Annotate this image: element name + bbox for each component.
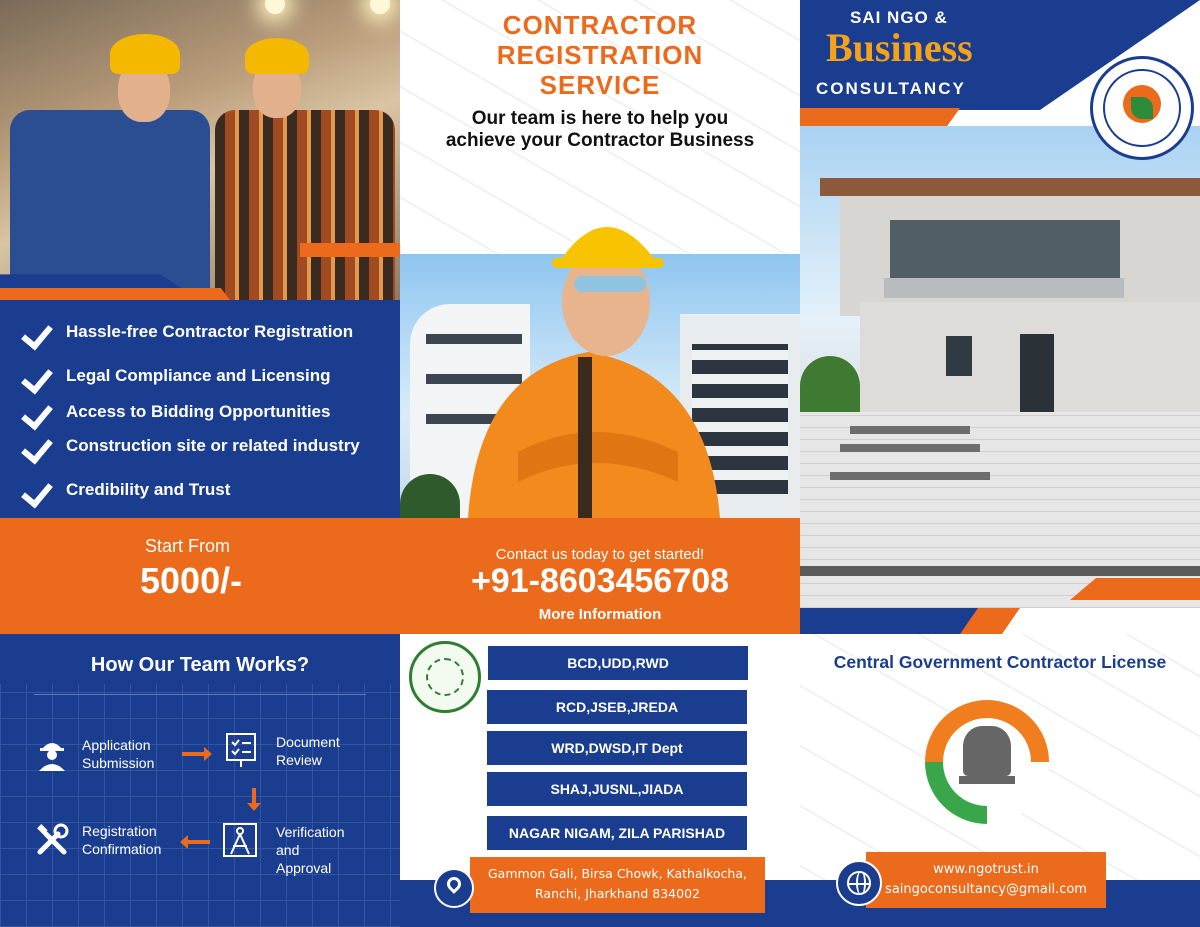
check-icon xyxy=(22,318,56,346)
department-badge: NAGAR NIGAM, ZILA PARISHAD xyxy=(487,816,747,850)
web-contact-box xyxy=(866,852,1106,908)
website-link[interactable]: www.ngotrust.in xyxy=(933,862,1039,877)
worker-figure xyxy=(205,40,400,300)
feature-item xyxy=(22,476,230,504)
jharkhand-seal-icon xyxy=(409,641,481,713)
process-panel xyxy=(0,634,400,927)
brand-name-line1: SAI NGO & xyxy=(850,8,948,27)
divider xyxy=(34,694,366,695)
address-line: Gammon Gali, Birsa Chowk, Kathalkocha, xyxy=(488,866,747,881)
department-badge: SHAJ,JUSNL,JIADA xyxy=(487,772,747,806)
address-line: Ranchi, Jharkhand 834002 xyxy=(535,886,700,901)
feature-label: Legal Compliance and Licensing xyxy=(66,366,331,385)
department-badge: BCD,UDD,RWD xyxy=(488,646,748,680)
globe-icon xyxy=(836,860,882,906)
feature-label: Access to Bidding Opportunities xyxy=(66,402,331,421)
phone-number[interactable]: +91-8603456708 xyxy=(470,562,730,600)
engineer-figure xyxy=(458,182,730,518)
step-label: Document Review xyxy=(276,734,340,768)
location-pin-icon xyxy=(434,868,474,908)
brand-name-line2: Business xyxy=(826,25,973,70)
feature-label: Hassle-free Contractor Registration xyxy=(66,322,354,341)
worker-figure xyxy=(0,30,230,300)
arrow-right-icon xyxy=(182,752,206,756)
email-link[interactable]: saingoconsultancy@gmail.com xyxy=(885,882,1087,897)
feature-label: Credibility and Trust xyxy=(66,480,231,499)
check-icon xyxy=(22,476,56,504)
license-title: Central Government Contractor License xyxy=(833,652,1167,672)
step-label: Application Submission xyxy=(82,737,155,771)
document-review-icon xyxy=(224,732,260,768)
brand-orange-accent xyxy=(800,108,960,126)
compass-icon xyxy=(222,822,258,858)
arrow-left-icon xyxy=(186,840,210,844)
step-label: Registration Confirmation xyxy=(82,823,162,857)
feature-item xyxy=(22,432,360,460)
tools-icon xyxy=(34,822,70,858)
check-icon xyxy=(22,432,56,460)
arrow-down-icon xyxy=(252,788,256,804)
worker-icon xyxy=(34,735,70,771)
department-badge: RCD,JSEB,JREDA xyxy=(487,690,747,724)
service-subtitle: Our team is here to help you achieve your Contractor Business xyxy=(445,108,755,151)
left-orange-accent xyxy=(0,288,230,300)
blueprint-pattern xyxy=(0,684,400,927)
address-box xyxy=(470,857,765,913)
process-title: How Our Team Works? xyxy=(90,654,310,676)
feature-item xyxy=(22,318,353,346)
check-icon xyxy=(22,362,56,390)
more-info-link[interactable]: More Information xyxy=(538,606,662,623)
feature-item xyxy=(22,362,331,390)
brand-name-line3: CONSULTANCY xyxy=(816,79,966,98)
step-label: Verification and Approval xyxy=(276,824,345,876)
check-icon xyxy=(22,398,56,426)
left-orange-accent xyxy=(300,243,400,257)
house-photo xyxy=(800,126,1200,608)
sai-ngo-logo xyxy=(1090,56,1194,160)
service-title: CONTRACTOR REGISTRATION SERVICE xyxy=(496,10,704,100)
contact-lead: Contact us today to get started! xyxy=(495,546,705,563)
start-from-label: Start From xyxy=(145,536,231,556)
national-emblem-icon xyxy=(925,700,1049,824)
price-value: 5000/- xyxy=(140,560,243,601)
department-badge: WRD,DWSD,IT Dept xyxy=(487,731,747,765)
feature-label: Construction site or related industry xyxy=(66,436,360,455)
feature-item xyxy=(22,398,330,426)
